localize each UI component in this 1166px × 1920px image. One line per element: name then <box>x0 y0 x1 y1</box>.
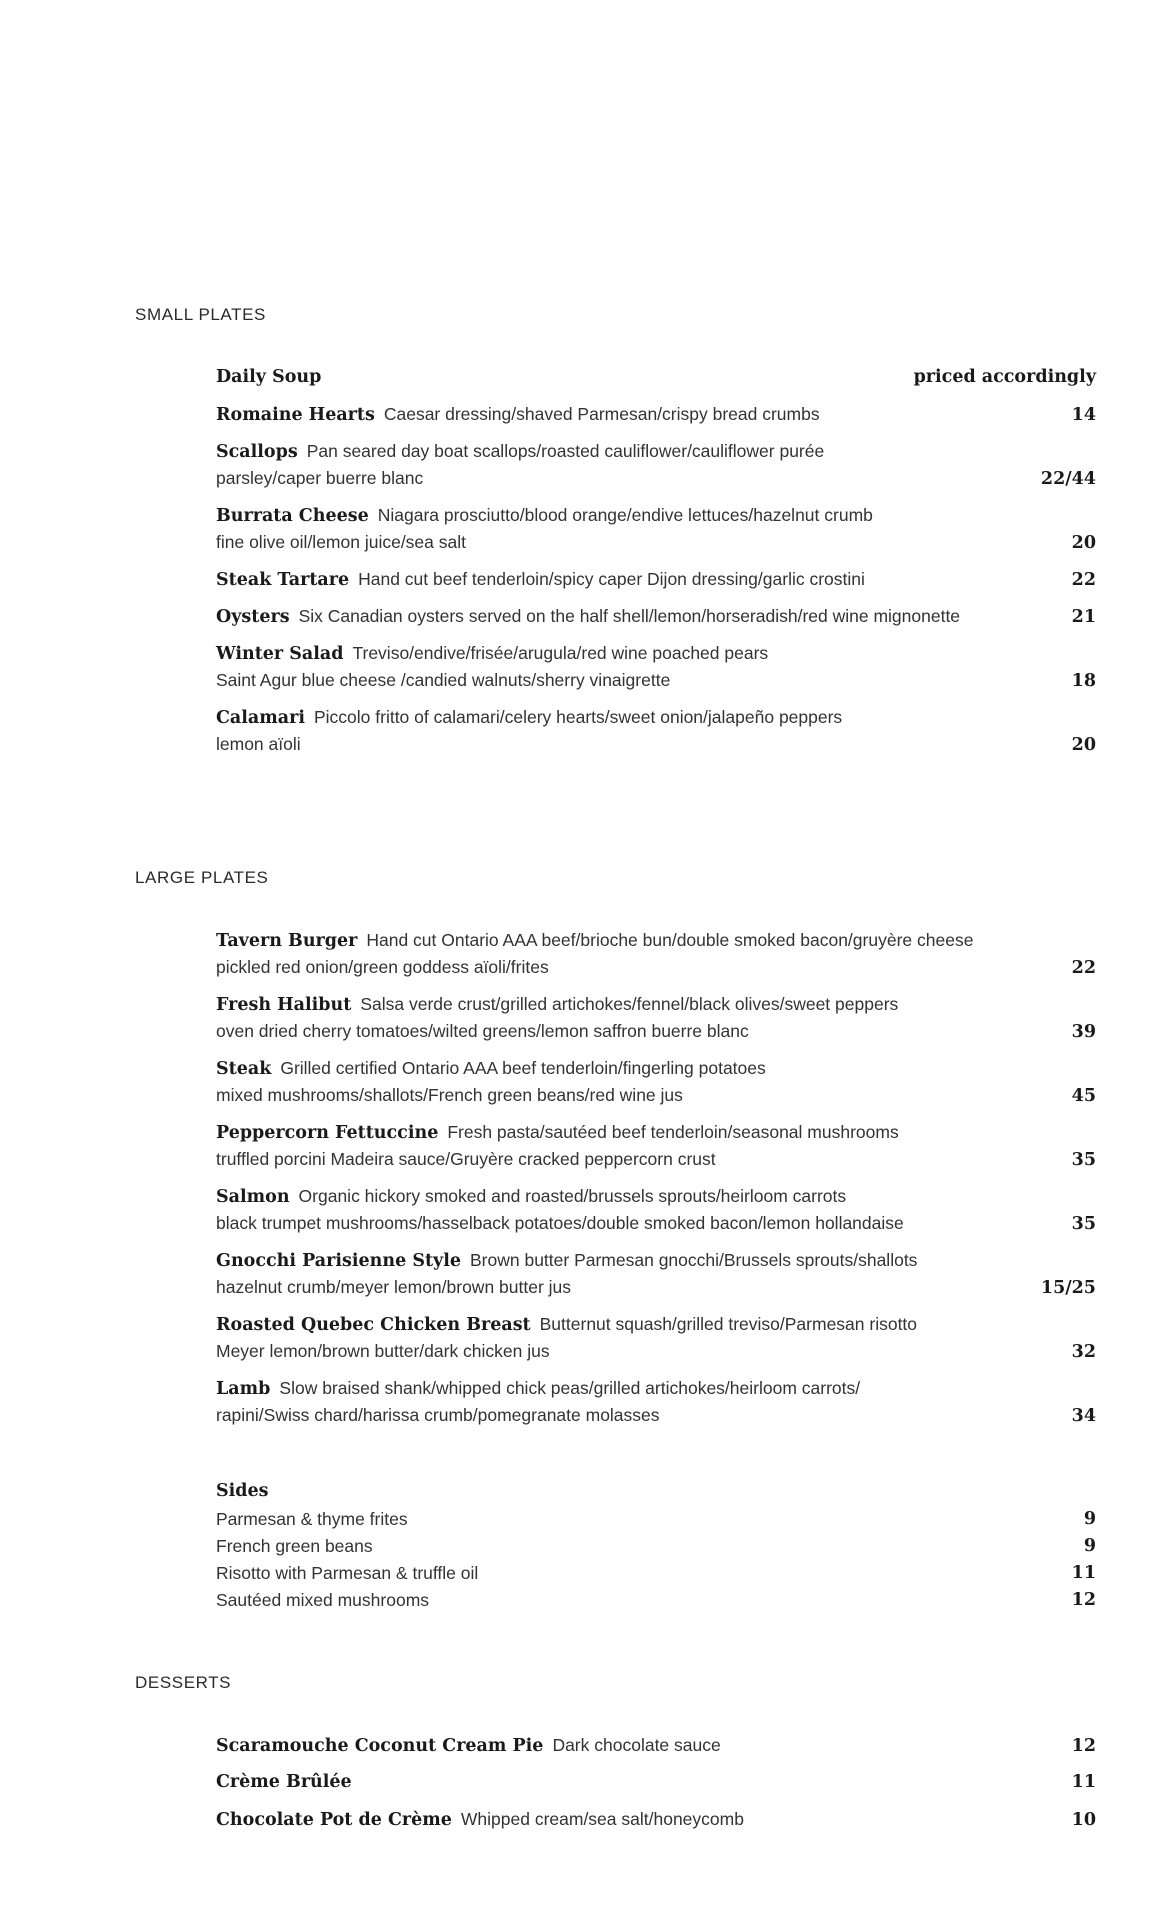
side-item <box>216 1587 1096 1614</box>
menu-item-price: 20 <box>1071 533 1096 553</box>
menu-item-price: 34 <box>1071 1406 1096 1426</box>
menu-item-name: Gnocchi Parisienne Style <box>216 1251 461 1271</box>
menu-item-description: Grilled certified Ontario AAA beef tenderloin/fingerling potatoes <box>280 1058 766 1078</box>
menu-item-description: Whipped cream/sea salt/honeycomb <box>460 1809 744 1829</box>
side-item <box>216 1533 1096 1560</box>
menu-item-text <box>216 1806 744 1834</box>
menu-item <box>216 1183 1096 1237</box>
menu-item-description: Six Canadian oysters served on the half shell/lemon/horseradish/red wine mignonette <box>298 606 961 626</box>
menu-item-name: Tavern Burger <box>216 931 358 951</box>
side-item-name: Risotto with Parmesan & truffle oil <box>216 1563 479 1583</box>
menu-item <box>216 603 1096 630</box>
menu-item-text <box>216 704 842 732</box>
menu-item-text <box>216 1018 749 1046</box>
menu-item-price: 35 <box>1071 1214 1096 1234</box>
menu-item-line <box>216 1055 1096 1082</box>
menu-item-price: 18 <box>1071 671 1096 691</box>
small-plates-heading: SMALL PLATES <box>135 305 266 324</box>
menu-item <box>216 401 1096 428</box>
side-item-name: French green beans <box>216 1536 373 1556</box>
menu-item-line <box>216 401 1096 428</box>
menu-item-description: pickled red onion/green goddess aïoli/frites <box>216 957 549 977</box>
large-plates-heading: LARGE PLATES <box>135 868 269 887</box>
menu-item-name: Crème Brûlée <box>216 1772 352 1792</box>
side-item-name: Parmesan & thyme frites <box>216 1509 408 1529</box>
menu-item-line <box>216 566 1096 593</box>
menu-item <box>216 1806 1096 1833</box>
menu-item-description: Slow braised shank/whipped chick peas/grilled artichokes/heirloom carrots/ <box>279 1378 861 1398</box>
menu-item-name: Scaramouche Coconut Cream Pie <box>216 1736 544 1756</box>
menu-item-description: mixed mushrooms/shallots/French green beans/red wine jus <box>216 1085 683 1105</box>
menu-item-text <box>216 465 423 493</box>
menu-item-line <box>216 1338 1096 1365</box>
menu-item-description: Hand cut beef tenderloin/spicy caper Dijon dressing/garlic crostini <box>358 569 865 589</box>
menu-item <box>216 1375 1096 1429</box>
menu-item <box>216 1247 1096 1301</box>
menu-item-text <box>216 364 321 391</box>
menu-item-line <box>216 438 1096 465</box>
menu-item-description: oven dried cherry tomatoes/wilted greens/lemon saffron buerre blanc <box>216 1021 749 1041</box>
menu-item-text <box>216 502 873 530</box>
menu-item-text <box>216 1119 899 1147</box>
menu-item-name: Romaine Hearts <box>216 405 375 425</box>
menu-item-line <box>216 1146 1096 1173</box>
side-item-name: Sautéed mixed mushrooms <box>216 1590 430 1610</box>
menu-item-description: Niagara prosciutto/blood orange/endive lettuces/hazelnut crumb <box>377 505 873 525</box>
menu-item-text <box>216 603 960 631</box>
menu-item-price: priced accordingly <box>913 367 1096 387</box>
menu-item-name: Steak <box>216 1059 272 1079</box>
menu-item-description: lemon aïoli <box>216 734 301 754</box>
menu-item-line <box>216 1119 1096 1146</box>
menu-item-description: Hand cut Ontario AAA beef/brioche bun/double smoked bacon/gruyère cheese <box>366 930 974 950</box>
menu-item-description: Saint Agur blue cheese /candied walnuts/sherry vinaigrette <box>216 670 671 690</box>
menu-item-line <box>216 1018 1096 1045</box>
menu-item <box>216 991 1096 1045</box>
menu-item-price: 14 <box>1071 405 1096 425</box>
menu-item-text <box>216 954 549 982</box>
menu-item-line <box>216 954 1096 981</box>
menu-item-text <box>216 731 301 759</box>
menu-item-price: 20 <box>1071 735 1096 755</box>
side-item <box>216 1560 1096 1587</box>
menu-item-price: 22 <box>1071 958 1096 978</box>
menu-item-text <box>216 1055 766 1083</box>
menu-item-text <box>216 1183 846 1211</box>
menu-item-description: truffled porcini Madeira sauce/Gruyère cracked peppercorn crust <box>216 1149 716 1169</box>
menu-item-price: 32 <box>1071 1342 1096 1362</box>
sides-heading: Sides <box>216 1481 269 1501</box>
menu-item-text <box>216 927 973 955</box>
menu-item <box>216 1732 1096 1759</box>
menu-item-description: Butternut squash/grilled treviso/Parmesan risotto <box>539 1314 918 1334</box>
menu-item-text <box>216 529 466 557</box>
menu-item-name: Steak Tartare <box>216 570 350 590</box>
menu-item-text <box>216 1247 917 1275</box>
menu-item <box>216 438 1096 492</box>
menu-item <box>216 566 1096 593</box>
menu-item-line <box>216 1402 1096 1429</box>
menu-item-price: 11 <box>1071 1772 1096 1792</box>
menu-item-description: parsley/caper buerre blanc <box>216 468 424 488</box>
menu-item <box>216 1769 1096 1796</box>
menu-item-price: 35 <box>1071 1150 1096 1170</box>
menu-item-text <box>216 401 820 429</box>
menu-item-description: Caesar dressing/shaved Parmesan/crispy bread crumbs <box>383 404 820 424</box>
menu-item <box>216 927 1096 981</box>
menu-item-text <box>216 1402 660 1430</box>
menu-item-price: 39 <box>1071 1022 1096 1042</box>
menu-item-price: 15/25 <box>1040 1278 1096 1298</box>
menu-item-line <box>216 667 1096 694</box>
menu-item-text <box>216 1311 917 1339</box>
menu-item-name: Roasted Quebec Chicken Breast <box>216 1315 531 1335</box>
small-plates-list <box>216 364 1096 768</box>
menu-item-name: Fresh Halibut <box>216 995 352 1015</box>
menu-item-line <box>216 603 1096 630</box>
menu-item-description: Pan seared day boat scallops/roasted cauliflower/cauliflower purée <box>306 441 825 461</box>
menu-item-line <box>216 731 1096 758</box>
menu-item <box>216 1311 1096 1365</box>
menu-item-line <box>216 1806 1096 1833</box>
side-item-price: 9 <box>1083 1509 1096 1529</box>
menu-item-line <box>216 1082 1096 1109</box>
menu-item-text <box>216 1146 716 1174</box>
menu-item-description: Salsa verde crust/grilled artichokes/fennel/black olives/sweet peppers <box>360 994 899 1014</box>
side-item-price: 9 <box>1083 1536 1096 1556</box>
menu-item-name: Salmon <box>216 1187 290 1207</box>
menu-item-line <box>216 1183 1096 1210</box>
large-plates-list <box>216 927 1096 1439</box>
menu-item <box>216 640 1096 694</box>
sides-block <box>216 1477 1096 1614</box>
menu-item-price: 22 <box>1071 570 1096 590</box>
menu-item-line <box>216 1311 1096 1338</box>
menu-item-line <box>216 1247 1096 1274</box>
menu-item <box>216 704 1096 758</box>
menu-item <box>216 1055 1096 1109</box>
menu-item-text <box>216 1732 721 1760</box>
menu-item-line <box>216 1375 1096 1402</box>
menu-item-line <box>216 364 1096 391</box>
menu-item-line <box>216 1769 1096 1796</box>
menu-item-text <box>216 667 670 695</box>
menu-item-text <box>216 566 865 594</box>
menu-item-description: Meyer lemon/brown butter/dark chicken jus <box>216 1341 550 1361</box>
menu-item-name: Daily Soup <box>216 367 322 387</box>
menu-item-price: 45 <box>1071 1086 1096 1106</box>
menu-item-line <box>216 1732 1096 1759</box>
menu-item-text <box>216 1210 904 1238</box>
menu-item-name: Calamari <box>216 708 305 728</box>
menu-item-line <box>216 1210 1096 1237</box>
menu-item-text <box>216 1375 860 1403</box>
menu-item-name: Burrata Cheese <box>216 506 369 526</box>
menu-item-text <box>216 438 824 466</box>
menu-item-price: 12 <box>1071 1736 1096 1756</box>
menu-item-name: Peppercorn Fettuccine <box>216 1123 439 1143</box>
menu-item-text <box>216 1338 550 1366</box>
menu-item-description: Brown butter Parmesan gnocchi/Brussels sprouts/shallots <box>470 1250 918 1270</box>
menu-item-price: 10 <box>1071 1810 1096 1830</box>
desserts-list <box>216 1732 1096 1843</box>
menu-item-text <box>216 991 898 1019</box>
desserts-heading: DESSERTS <box>135 1673 232 1692</box>
menu-item-name: Oysters <box>216 607 290 627</box>
menu-item-line <box>216 465 1096 492</box>
menu-item-description: Dark chocolate sauce <box>552 1735 721 1755</box>
menu-item-name: Chocolate Pot de Crème <box>216 1810 452 1830</box>
menu-item-price: 22/44 <box>1040 469 1096 489</box>
menu-item-line <box>216 991 1096 1018</box>
menu-item-description: hazelnut crumb/meyer lemon/brown butter jus <box>216 1277 572 1297</box>
menu-item-description: rapini/Swiss chard/harissa crumb/pomegranate molasses <box>216 1405 660 1425</box>
menu-item-description: Treviso/endive/frisée/arugula/red wine poached pears <box>352 643 769 663</box>
menu-item-text <box>216 1274 571 1302</box>
menu-item-name: Winter Salad <box>216 644 344 664</box>
menu-item-line <box>216 927 1096 954</box>
sides-list <box>216 1506 1096 1614</box>
menu-item-line <box>216 1274 1096 1301</box>
menu-item-description: Fresh pasta/sautéed beef tenderloin/seasonal mushrooms <box>447 1122 899 1142</box>
menu-item-description: Organic hickory smoked and roasted/brussels sprouts/heirloom carrots <box>298 1186 847 1206</box>
menu-item <box>216 364 1096 391</box>
menu-item-description: Piccolo fritto of calamari/celery hearts/sweet onion/jalapeño peppers <box>313 707 843 727</box>
menu-item-line <box>216 502 1096 529</box>
menu-item-description: fine olive oil/lemon juice/sea salt <box>216 532 466 552</box>
side-item-price: 11 <box>1071 1563 1096 1583</box>
menu-item-text <box>216 1082 683 1110</box>
side-item <box>216 1506 1096 1533</box>
menu-item-line <box>216 529 1096 556</box>
menu-item-line <box>216 640 1096 667</box>
menu-item-text <box>216 640 768 668</box>
menu-item-name: Lamb <box>216 1379 271 1399</box>
menu-item-line <box>216 704 1096 731</box>
menu-item-price: 21 <box>1071 607 1096 627</box>
menu-item-name: Scallops <box>216 442 298 462</box>
menu-item-text <box>216 1769 352 1796</box>
menu-item <box>216 502 1096 556</box>
menu-item <box>216 1119 1096 1173</box>
side-item-price: 12 <box>1071 1590 1096 1610</box>
menu-item-description: black trumpet mushrooms/hasselback potatoes/double smoked bacon/lemon hollandaise <box>216 1213 904 1233</box>
